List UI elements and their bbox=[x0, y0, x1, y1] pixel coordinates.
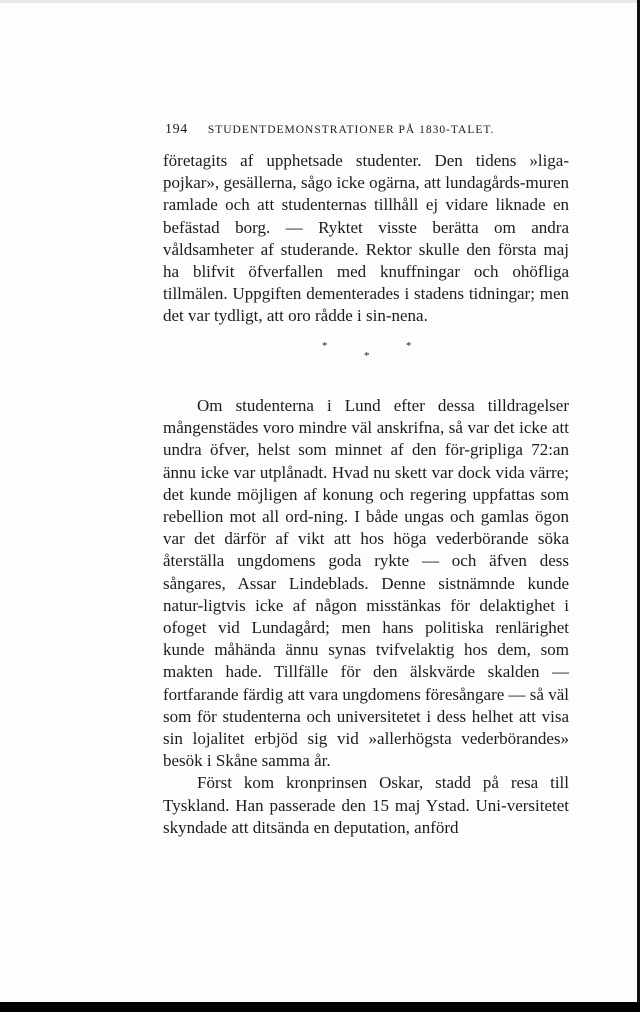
page-bottom-edge bbox=[0, 1002, 640, 1012]
paragraph: Först kom kronprinsen Oskar, stadd på resa till Tyskland. Han passerade den 15 maj Ystad. Uni-versitetet skyndade att ditsända en deputation, anförd bbox=[163, 773, 569, 837]
page-header bbox=[165, 122, 565, 138]
paragraph: företagits af upphetsade studenter. Den tidens »liga-pojkar», gesällerna, sågo icke ogärna, att lundagårds-muren ramlade och att studenternas tillhåll ej vidare liknade en befästad borg. — Ryktet visste berätta om andra våldsamheter af studerande. Rektor skulle den första maj ha blifvit öfverfallen med knuffningar och ohöfliga tillmälen. Uppgiften dementerades i stadens tidningar; men det var tydligt, att oro rådde i sin-nena. bbox=[163, 151, 569, 326]
page-number: 194 bbox=[165, 122, 188, 137]
text-section-one bbox=[163, 150, 569, 328]
separator-star-left: * bbox=[322, 340, 328, 352]
page-top-edge bbox=[0, 0, 640, 3]
section-separator bbox=[300, 340, 440, 370]
running-title: STUDENTDEMONSTRATIONER PÅ 1830-TALET. bbox=[207, 124, 495, 136]
separator-star-right: * bbox=[406, 340, 412, 352]
text-section-two bbox=[163, 395, 569, 839]
separator-star-center: * bbox=[364, 350, 370, 362]
paragraph: Om studenterna i Lund efter dessa tilldragelser mångenstädes voro mindre väl anskrifna, så var det icke att undra öfver, helst som minnet af den för-gripliga 72:an ännu icke var utplånadt. Hvad nu skett var dock vida värre; det kunde möjligen af konung och regering uppfattas som rebellion mot all ord-ning. I både ungas och gamlas ögon var det därför af vikt att hos höga vederbörande söka återställa ungdomens goda rykte — och äfven dess sångares, Assar Lindeblads. Denne sistnämnde kunde natur-ligtvis icke af någon misstänkas för delaktighet i ofoget vid Lundagård; men hans politiska renlärighet kunde måhända ännu synas tvifvelaktig hos dem, som makten hade. Tillfälle för den älskvärde skalden — fortfarande färdig att vara ungdomens föresångare — så väl som för studenterna och universitetet i dess helhet att visa sin lojalitet erbjöd sig vid »allerhögsta vederbörandes» besök i Skåne samma år. bbox=[163, 396, 569, 771]
